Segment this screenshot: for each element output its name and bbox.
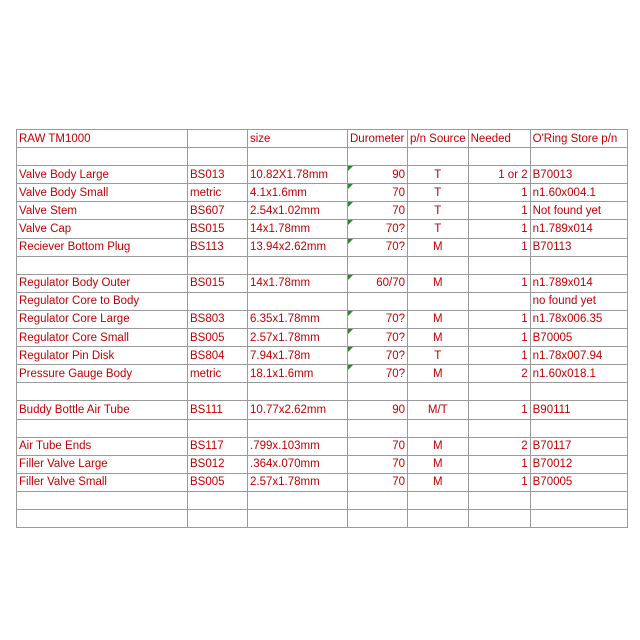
part-name-cell[interactable]: Pressure Gauge Body (17, 365, 188, 383)
table-row (17, 473, 628, 491)
store-pn-cell[interactable] (530, 256, 627, 274)
table-row (17, 491, 628, 509)
part-name-cell[interactable]: Regulator Core to Body (17, 292, 188, 310)
table-row (17, 256, 628, 274)
source-cell[interactable] (408, 509, 469, 527)
bs-code-cell[interactable]: BS607 (188, 202, 248, 220)
needed-cell[interactable]: 1 or 2 (468, 166, 530, 184)
part-name-cell[interactable]: Regulator Body Outer (17, 274, 188, 292)
table-row (17, 365, 628, 383)
header-cell-store-pn[interactable]: O'Ring Store p/n (530, 130, 627, 148)
source-cell[interactable] (408, 292, 469, 310)
needed-cell[interactable] (468, 148, 530, 166)
source-cell[interactable]: M (408, 274, 469, 292)
size-cell[interactable]: 13.94x2.62mm (248, 238, 348, 256)
durometer-cell[interactable]: 70? (348, 238, 408, 256)
source-cell[interactable]: M/T (408, 401, 469, 419)
bs-code-cell[interactable]: BS005 (188, 329, 248, 347)
table-row (17, 148, 628, 166)
source-cell[interactable]: M (408, 437, 469, 455)
table-row (17, 292, 628, 310)
durometer-cell[interactable] (348, 292, 408, 310)
bs-code-cell[interactable]: BS015 (188, 220, 248, 238)
durometer-cell[interactable]: 70? (348, 347, 408, 365)
source-cell[interactable]: M (408, 365, 469, 383)
durometer-cell[interactable] (348, 383, 408, 401)
header-cell-title[interactable]: RAW TM1000 (17, 130, 188, 148)
needed-cell[interactable] (468, 509, 530, 527)
size-cell[interactable]: 6.35x1.78mm (248, 310, 348, 328)
needed-cell[interactable]: 1 (468, 455, 530, 473)
store-pn-cell[interactable]: no found yet (530, 292, 627, 310)
source-cell[interactable] (408, 256, 469, 274)
durometer-cell[interactable]: 70? (348, 365, 408, 383)
bs-code-cell[interactable] (188, 292, 248, 310)
needed-cell[interactable]: 1 (468, 274, 530, 292)
store-pn-cell[interactable] (530, 509, 627, 527)
needed-cell[interactable]: 1 (468, 220, 530, 238)
size-cell[interactable] (248, 148, 348, 166)
table-row (17, 437, 628, 455)
size-cell[interactable]: 2.57x1.78mm (248, 473, 348, 491)
bs-code-cell[interactable] (188, 419, 248, 437)
table-row (17, 455, 628, 473)
table-row (17, 347, 628, 365)
bs-code-cell[interactable]: BS005 (188, 473, 248, 491)
source-cell[interactable]: M (408, 455, 469, 473)
needed-cell[interactable] (468, 491, 530, 509)
table-row (17, 202, 628, 220)
needed-cell[interactable]: 1 (468, 202, 530, 220)
header-cell-source[interactable]: p/n Source (408, 130, 469, 148)
size-cell[interactable]: 2.54x1.02mm (248, 202, 348, 220)
durometer-cell[interactable]: 70? (348, 329, 408, 347)
durometer-cell[interactable]: 70 (348, 437, 408, 455)
size-cell[interactable] (248, 256, 348, 274)
table-row (17, 184, 628, 202)
needed-cell[interactable]: 1 (468, 184, 530, 202)
oring-spreadsheet (16, 129, 628, 528)
part-name-cell[interactable]: Reciever Bottom Plug (17, 238, 188, 256)
part-name-cell[interactable] (17, 509, 188, 527)
part-name-cell[interactable]: Buddy Bottle Air Tube (17, 401, 188, 419)
header-row (17, 130, 628, 148)
bs-code-cell[interactable] (188, 383, 248, 401)
needed-cell[interactable]: 1 (468, 401, 530, 419)
needed-cell[interactable]: 1 (468, 347, 530, 365)
durometer-cell[interactable] (348, 419, 408, 437)
header-cell-needed[interactable]: Needed (468, 130, 530, 148)
part-name-cell[interactable]: Valve Body Large (17, 166, 188, 184)
durometer-cell[interactable]: 90 (348, 166, 408, 184)
durometer-cell[interactable]: 70 (348, 184, 408, 202)
part-name-cell[interactable]: Valve Body Small (17, 184, 188, 202)
bs-code-cell[interactable] (188, 491, 248, 509)
table-row (17, 383, 628, 401)
bs-code-cell[interactable] (188, 256, 248, 274)
part-name-cell[interactable]: Regulator Pin Disk (17, 347, 188, 365)
store-pn-cell[interactable]: n1.60x004.1 (530, 184, 627, 202)
needed-cell[interactable]: 1 (468, 310, 530, 328)
source-cell[interactable]: M (408, 238, 469, 256)
part-name-cell[interactable] (17, 419, 188, 437)
size-cell[interactable]: 10.77x2.62mm (248, 401, 348, 419)
part-name-cell[interactable] (17, 383, 188, 401)
needed-cell[interactable] (468, 419, 530, 437)
bs-code-cell[interactable]: metric (188, 184, 248, 202)
source-cell[interactable]: M (408, 310, 469, 328)
durometer-cell[interactable]: 70 (348, 455, 408, 473)
size-cell[interactable]: 10.82X1.78mm (248, 166, 348, 184)
bs-code-cell[interactable]: BS803 (188, 310, 248, 328)
size-cell[interactable] (248, 292, 348, 310)
needed-cell[interactable]: 2 (468, 365, 530, 383)
store-pn-cell[interactable]: n1.78x006.35 (530, 310, 627, 328)
durometer-cell[interactable]: 70 (348, 202, 408, 220)
store-pn-cell[interactable]: n1.78x007.94 (530, 347, 627, 365)
source-cell[interactable] (408, 491, 469, 509)
store-pn-cell[interactable] (530, 383, 627, 401)
durometer-cell[interactable]: 60/70 (348, 274, 408, 292)
source-cell[interactable]: M (408, 329, 469, 347)
size-cell[interactable]: 7.94x1.78m (248, 347, 348, 365)
table-row (17, 419, 628, 437)
part-name-cell[interactable] (17, 256, 188, 274)
needed-cell[interactable]: 2 (468, 437, 530, 455)
durometer-cell[interactable] (348, 148, 408, 166)
part-name-cell[interactable]: Filler Valve Small (17, 473, 188, 491)
part-name-cell[interactable]: Valve Stem (17, 202, 188, 220)
store-pn-cell[interactable]: B70005 (530, 473, 627, 491)
source-cell[interactable]: T (408, 347, 469, 365)
store-pn-cell[interactable]: B70005 (530, 329, 627, 347)
table-row (17, 329, 628, 347)
size-cell[interactable]: 4.1x1.6mm (248, 184, 348, 202)
bs-code-cell[interactable] (188, 509, 248, 527)
part-name-cell[interactable]: Filler Valve Large (17, 455, 188, 473)
part-name-cell[interactable]: Regulator Core Small (17, 329, 188, 347)
store-pn-cell[interactable]: n1.789x014 (530, 274, 627, 292)
source-cell[interactable]: T (408, 166, 469, 184)
store-pn-cell[interactable]: B70012 (530, 455, 627, 473)
store-pn-cell[interactable]: B90111 (530, 401, 627, 419)
size-cell[interactable] (248, 509, 348, 527)
durometer-cell[interactable]: 70 (348, 473, 408, 491)
bs-code-cell[interactable]: BS015 (188, 274, 248, 292)
source-cell[interactable]: T (408, 202, 469, 220)
bs-code-cell[interactable]: BS013 (188, 166, 248, 184)
source-cell[interactable] (408, 383, 469, 401)
part-name-cell[interactable] (17, 148, 188, 166)
needed-cell[interactable]: 1 (468, 238, 530, 256)
needed-cell[interactable] (468, 256, 530, 274)
part-name-cell[interactable] (17, 491, 188, 509)
store-pn-cell[interactable]: n1.789x014 (530, 220, 627, 238)
store-pn-cell[interactable]: B70117 (530, 437, 627, 455)
store-pn-cell[interactable]: n1.60x018.1 (530, 365, 627, 383)
store-pn-cell[interactable] (530, 419, 627, 437)
part-name-cell[interactable]: Air Tube Ends (17, 437, 188, 455)
table-row (17, 238, 628, 256)
size-cell[interactable] (248, 383, 348, 401)
table-row (17, 166, 628, 184)
size-cell[interactable] (248, 491, 348, 509)
durometer-cell[interactable]: 70? (348, 310, 408, 328)
durometer-cell[interactable] (348, 509, 408, 527)
bs-code-cell[interactable]: BS117 (188, 437, 248, 455)
part-name-cell[interactable]: Valve Cap (17, 220, 188, 238)
source-cell[interactable]: T (408, 220, 469, 238)
needed-cell[interactable] (468, 292, 530, 310)
table-row (17, 274, 628, 292)
needed-cell[interactable]: 1 (468, 473, 530, 491)
size-cell[interactable] (248, 419, 348, 437)
store-pn-cell[interactable]: B70113 (530, 238, 627, 256)
size-cell[interactable]: 2.57x1.78mm (248, 329, 348, 347)
size-cell[interactable]: 18.1x1.6mm (248, 365, 348, 383)
durometer-cell[interactable]: 70? (348, 220, 408, 238)
table-row (17, 509, 628, 527)
bs-code-cell[interactable]: metric (188, 365, 248, 383)
header-cell-part[interactable] (188, 130, 248, 148)
durometer-cell[interactable] (348, 256, 408, 274)
store-pn-cell[interactable] (530, 491, 627, 509)
bs-code-cell[interactable]: BS804 (188, 347, 248, 365)
source-cell[interactable]: M (408, 473, 469, 491)
table-row (17, 220, 628, 238)
source-cell[interactable]: T (408, 184, 469, 202)
bs-code-cell[interactable]: BS113 (188, 238, 248, 256)
durometer-cell[interactable]: 90 (348, 401, 408, 419)
table-row (17, 310, 628, 328)
header-cell-size[interactable]: size (248, 130, 348, 148)
durometer-cell[interactable] (348, 491, 408, 509)
bs-code-cell[interactable] (188, 148, 248, 166)
size-cell[interactable]: 14x1.78mm (248, 220, 348, 238)
header-cell-durometer[interactable]: Durometer (348, 130, 408, 148)
store-pn-cell[interactable] (530, 148, 627, 166)
source-cell[interactable] (408, 419, 469, 437)
size-cell[interactable]: 14x1.78mm (248, 274, 348, 292)
table-row (17, 401, 628, 419)
bs-code-cell[interactable]: BS012 (188, 455, 248, 473)
needed-cell[interactable] (468, 383, 530, 401)
store-pn-cell[interactable]: B70013 (530, 166, 627, 184)
size-cell[interactable]: .364x.070mm (248, 455, 348, 473)
part-name-cell[interactable]: Regulator Core Large (17, 310, 188, 328)
size-cell[interactable]: .799x.103mm (248, 437, 348, 455)
store-pn-cell[interactable]: Not found yet (530, 202, 627, 220)
needed-cell[interactable]: 1 (468, 329, 530, 347)
bs-code-cell[interactable]: BS111 (188, 401, 248, 419)
source-cell[interactable] (408, 148, 469, 166)
